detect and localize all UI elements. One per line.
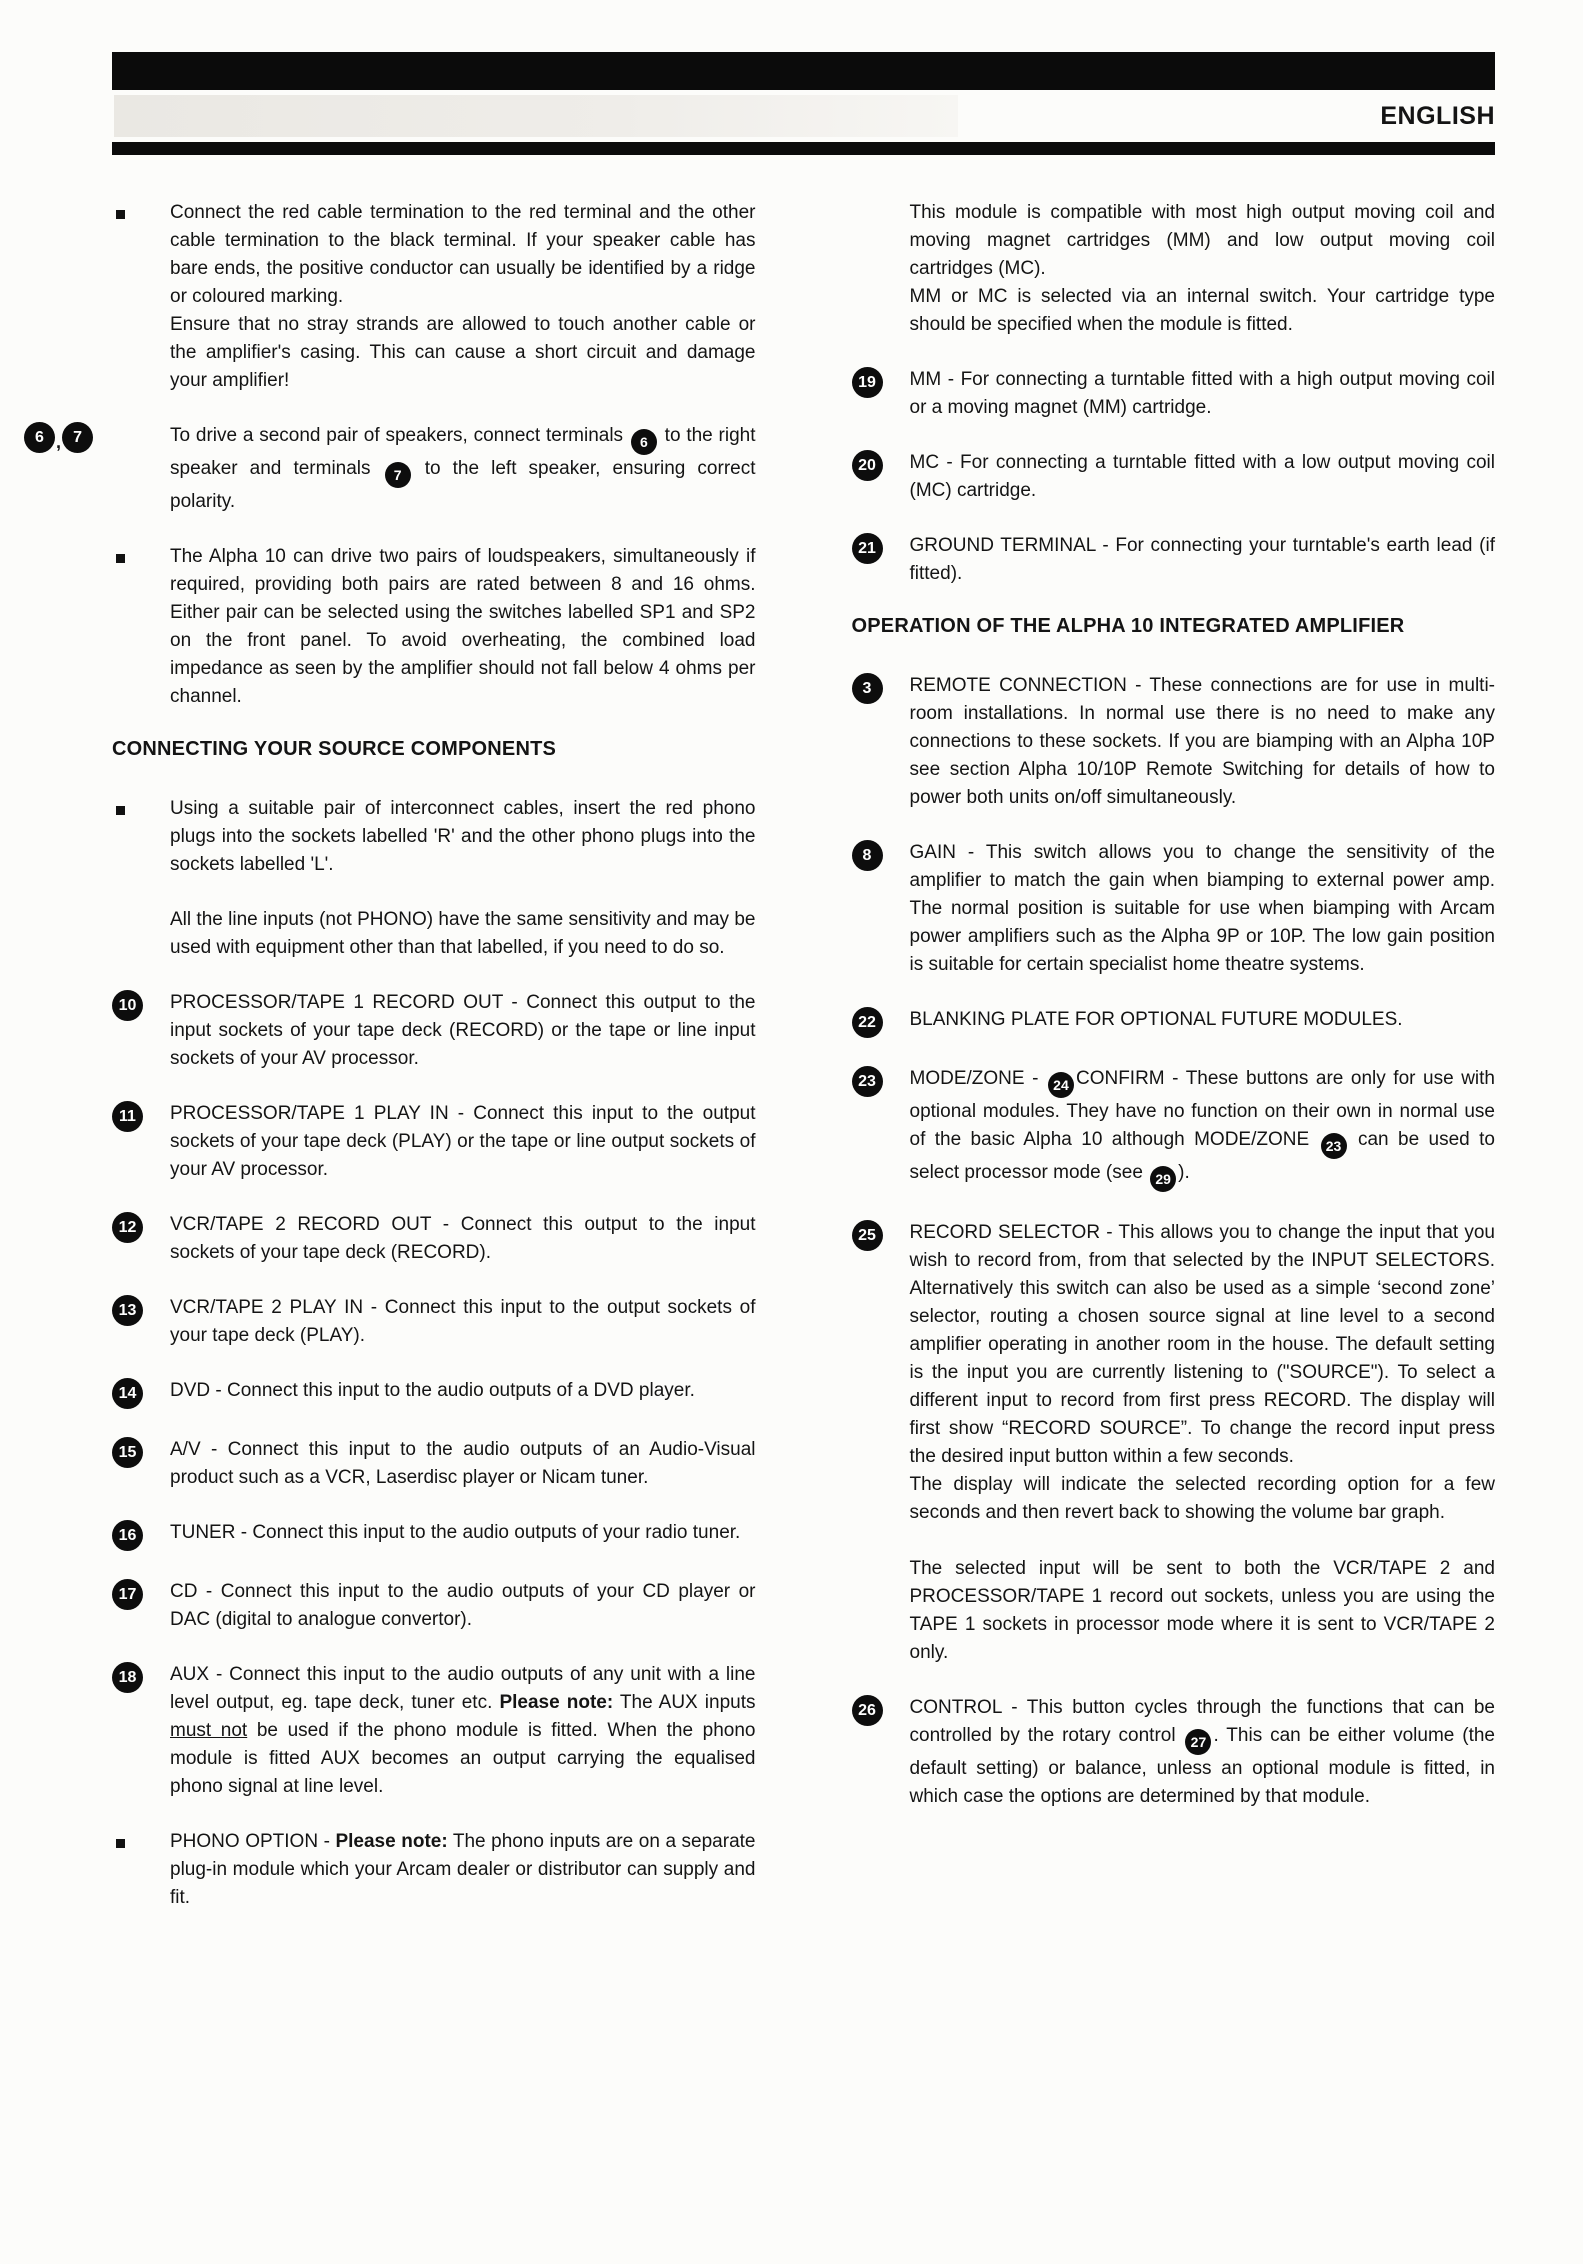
step-badge: 26 — [852, 1695, 883, 1726]
numbered-item-10 — [112, 989, 756, 1073]
step-badge: 10 — [112, 990, 143, 1021]
numbered-item-23 — [852, 1065, 1496, 1192]
marker-spacer — [852, 199, 910, 339]
badge-marker — [112, 1294, 170, 1350]
top-rule — [112, 52, 1495, 90]
badge-marker — [852, 449, 910, 505]
item-text — [170, 1294, 756, 1350]
numbered-item-25 — [852, 1219, 1496, 1667]
inline-step-badge: 29 — [1150, 1166, 1176, 1192]
step-badge: 25 — [852, 1220, 883, 1251]
text-run: can be used to select processor mode (see — [909, 1129, 1495, 1183]
item-text — [910, 1006, 1496, 1038]
step-badge: 15 — [112, 1437, 143, 1468]
item-text — [170, 1661, 756, 1801]
badge-marker — [852, 1219, 910, 1667]
text-run: A/V - Connect this input to the audio outputs of an Audio-Visual product such as a VCR, Laserdisc player or Nicam tuner. — [170, 1439, 756, 1488]
section-heading: OPERATION OF THE ALPHA 10 INTEGRATED AMPLIFIER — [851, 615, 1405, 637]
badge-marker — [112, 1377, 170, 1409]
text-run: The display will indicate the selected recording option for a few seconds and then revert back to showing the volume bar graph. — [909, 1474, 1495, 1523]
text-run: GROUND TERMINAL - For connecting your turntable's earth lead (if fitted). — [909, 535, 1495, 584]
item-text — [170, 1377, 756, 1409]
badge-marker — [852, 1065, 910, 1192]
bullet-icon — [116, 210, 125, 219]
text-run: ). — [1178, 1162, 1190, 1183]
text-run: REMOTE CONNECTION - These connections are for use in multi-room installations. In normal use there is no need to make any connections to these sockets. If you are biamping with an Alpha 10P see section Alpha 10/10P Remote Switching for details of how to power both units on/off simultaneously. — [909, 675, 1495, 808]
step-badge: 6 — [24, 422, 55, 453]
text-run: DVD - Connect this input to the audio outputs of a DVD player. — [170, 1380, 695, 1401]
text-run: BLANKING PLATE FOR OPTIONAL FUTURE MODULES. — [909, 1009, 1403, 1030]
item-text — [170, 795, 756, 879]
text-run: This module is compatible with most high output moving coil and moving magnet cartridges (MM) and low output moving coil cartridges (MC). — [909, 202, 1495, 279]
item-text — [910, 366, 1496, 422]
item-text — [170, 1211, 756, 1267]
item-text — [170, 543, 756, 711]
text-run: To drive a second pair of speakers, connect terminals — [170, 425, 629, 446]
step-badge: 22 — [852, 1007, 883, 1038]
step-badge: 21 — [852, 533, 883, 564]
text-run: MC - For connecting a turntable fitted with a low output moving coil (MC) cartridge. — [909, 452, 1495, 501]
numbered-item-19 — [852, 366, 1496, 422]
text-run: The phono inputs are on a separate plug-in module which your Arcam dealer or distributor can supply and fit. — [170, 1831, 756, 1908]
text-run: PROCESSOR/TAPE 1 RECORD OUT - Connect this output to the input sockets of your tape deck (RECORD) or the tape or line input sockets of your AV processor. — [170, 992, 756, 1069]
numbered-item-14 — [112, 1377, 756, 1409]
item-text — [170, 422, 756, 516]
paragraph-item — [852, 199, 1496, 339]
underlined-text: must not — [170, 1720, 248, 1741]
badge-marker — [852, 839, 910, 979]
badge-marker — [852, 1006, 910, 1038]
step-badge: 3 — [852, 673, 883, 704]
bullet-item — [112, 1828, 756, 1912]
item-text — [170, 989, 756, 1073]
language-label: ENGLISH — [1380, 101, 1495, 130]
step-badge: 16 — [112, 1520, 143, 1551]
numbered-item-15 — [112, 1436, 756, 1492]
badge-marker — [112, 1661, 170, 1801]
text-run: PHONO OPTION - — [170, 1831, 336, 1852]
item-text — [910, 532, 1496, 588]
item-text — [170, 1519, 756, 1551]
inline-step-badge: 7 — [385, 462, 411, 488]
item-text — [910, 199, 1496, 339]
page-header — [112, 90, 1495, 142]
badge-marker — [112, 1578, 170, 1634]
bullet-icon — [116, 806, 125, 815]
badge-marker — [852, 366, 910, 422]
text-run: All the line inputs (not PHONO) have the same sensitivity and may be used with equipment other than that labelled, if you need to do so. — [170, 909, 756, 958]
header-rule — [112, 142, 1495, 155]
badge-marker — [112, 1436, 170, 1492]
numbered-item-3 — [852, 672, 1496, 812]
text-run: to the left speaker, ensuring correct polarity. — [170, 458, 756, 512]
badge-marker — [112, 1100, 170, 1184]
step-badge: 23 — [852, 1066, 883, 1097]
text-run: CONTROL - This button cycles through the functions that can be controlled by the rotary control — [909, 1697, 1495, 1746]
numbered-item-12 — [112, 1211, 756, 1267]
bullet-marker — [112, 795, 170, 879]
step-badge: 8 — [852, 840, 883, 871]
bullet-marker — [112, 199, 170, 395]
item-text — [910, 449, 1496, 505]
badge-marker — [112, 1519, 170, 1551]
marker-spacer — [112, 906, 170, 962]
numbered-item-17 — [112, 1578, 756, 1634]
content-columns — [35, 199, 1495, 1939]
item-text — [170, 906, 756, 962]
text-run: AUX - Connect this input to the audio outputs of any unit with a line level output, eg. tape deck, tuner etc. — [170, 1664, 756, 1713]
text-run: be used if the phono module is fitted. When the phono module is fitted AUX becomes an output carrying the equalised phono signal at line level. — [170, 1720, 756, 1797]
text-run: Ensure that no stray strands are allowed to touch another cable or the amplifier's casing. This can cause a short circuit and damage your amplifier! — [170, 314, 756, 391]
bold-text: Please note: — [499, 1692, 614, 1713]
step-badge: 17 — [112, 1579, 143, 1610]
item-text — [170, 1828, 756, 1912]
step-badge: 19 — [852, 367, 883, 398]
bullet-icon — [116, 554, 125, 563]
paragraph-item — [112, 906, 756, 962]
step-badge: 20 — [852, 450, 883, 481]
inline-step-badge: 27 — [1185, 1729, 1211, 1755]
comma-separator: , — [56, 432, 62, 452]
item-text — [910, 839, 1496, 979]
text-run: . This can be either volume (the default setting) or balance, unless an optional module is fitted, in which case the options are determined by that module. — [909, 1725, 1495, 1807]
text-run: VCR/TAPE 2 PLAY IN - Connect this input to the output sockets of your tape deck (PLAY). — [170, 1297, 756, 1346]
bold-text: Please note: — [335, 1831, 448, 1852]
bullet-item — [112, 199, 756, 395]
item-text — [170, 199, 756, 395]
text-run: Connect the red cable termination to the red terminal and the other cable termination to the black terminal. If your speaker cable has bare ends, the positive conductor can usually be identified by a ridge or coloured marking. — [170, 202, 756, 307]
step-badge: 7 — [62, 422, 93, 453]
section-heading: CONNECTING YOUR SOURCE COMPONENTS — [112, 738, 557, 760]
numbered-item-22 — [852, 1006, 1496, 1038]
step-badge: 12 — [112, 1212, 143, 1243]
text-run: TUNER - Connect this input to the audio outputs of your radio tuner. — [170, 1522, 741, 1543]
bullet-marker — [112, 543, 170, 711]
margin-badges — [24, 422, 93, 453]
item-text — [910, 1065, 1496, 1192]
text-run: MODE/ZONE - — [909, 1068, 1046, 1089]
text-run: The AUX inputs — [613, 1692, 756, 1713]
text-run: GAIN - This switch allows you to change the sensitivity of the amplifier to match the gain when biamping to external power amp. The normal position is suitable for use when biamping with Arcam power amplifiers such as the Alpha 9P or 10P. The low gain position is suitable for certain specialist home theatre systems. — [909, 842, 1495, 975]
bullet-marker — [112, 1828, 170, 1912]
bullet-item — [112, 543, 756, 711]
text-run: RECORD SELECTOR - This allows you to change the input that you wish to record from, from that selected by the INPUT SELECTORS. Alternatively this switch can also be used as a simple ‘second zone’ selector, routing a chosen source signal at line level to a second amplifier operating in another room in the house. The default setting is the input you are currently listening to ("SOURCE"). To select a different input to record from first press RECORD. The display will first show “RECORD SOURCE”. To change the record input press the desired input button within a few seconds. — [909, 1222, 1495, 1467]
text-run: The Alpha 10 can drive two pairs of loudspeakers, simultaneously if required, providing both pairs are rated between 8 and 16 ohms. Either pair can be selected using the switches labelled SP1 and SP2 on the front panel. To avoid overheating, the combined load impedance as seen by the amplifier should not fall below 4 ohms per channel. — [170, 546, 756, 707]
numbered-item-13 — [112, 1294, 756, 1350]
numbered-item-21 — [852, 532, 1496, 588]
badge-marker — [112, 989, 170, 1073]
item-text — [910, 1219, 1496, 1667]
item-text — [170, 1100, 756, 1184]
text-run: The selected input will be sent to both the VCR/TAPE 2 and PROCESSOR/TAPE 1 record out sockets, unless you are using the TAPE 1 sockets in processor mode where it is sent to VCR/TAPE 2 only. — [909, 1558, 1495, 1663]
item-text — [910, 672, 1496, 812]
inline-step-badge: 24 — [1048, 1072, 1074, 1098]
text-run: CD - Connect this input to the audio outputs of your CD player or DAC (digital to analogue convertor). — [170, 1581, 756, 1630]
inline-step-badge: 6 — [631, 429, 657, 455]
item-text — [170, 1436, 756, 1492]
column-left — [35, 199, 756, 1939]
badge-marker — [112, 1211, 170, 1267]
paragraph-item — [35, 422, 756, 516]
numbered-item-16 — [112, 1519, 756, 1551]
text-run: MM - For connecting a turntable fitted with a high output moving coil or a moving magnet (MM) cartridge. — [909, 369, 1495, 418]
numbered-item-18 — [112, 1661, 756, 1801]
text-run: PROCESSOR/TAPE 1 PLAY IN - Connect this input to the output sockets of your tape deck (PLAY) or the tape or line output sockets of your AV processor. — [170, 1103, 756, 1180]
item-text — [170, 1578, 756, 1634]
numbered-item-26 — [852, 1694, 1496, 1811]
step-badge: 11 — [112, 1101, 143, 1132]
badge-marker — [852, 1694, 910, 1811]
numbered-item-11 — [112, 1100, 756, 1184]
scan-artifact — [114, 95, 958, 137]
numbered-item-8 — [852, 839, 1496, 979]
step-badge: 13 — [112, 1295, 143, 1326]
text-run: Using a suitable pair of interconnect cables, insert the red phono plugs into the sockets labelled 'R' and the other phono plugs into the sockets labelled 'L'. — [170, 798, 756, 875]
bullet-item — [112, 795, 756, 879]
badge-marker — [852, 532, 910, 588]
column-right — [852, 199, 1496, 1939]
item-text — [910, 1694, 1496, 1811]
text-run: CONFIRM - These buttons are only for use with optional modules. They have no function on their own in normal use of the basic Alpha 10 although MODE/ZONE — [909, 1068, 1495, 1150]
badge-marker — [852, 672, 910, 812]
step-badge: 14 — [112, 1378, 143, 1409]
text-run: MM or MC is selected via an internal switch. Your cartridge type should be specified when the module is fitted. — [909, 286, 1495, 335]
text-run: to the right speaker and terminals — [170, 425, 756, 479]
marker-spacer — [112, 422, 170, 516]
bullet-icon — [116, 1839, 125, 1848]
numbered-item-20 — [852, 449, 1496, 505]
inline-step-badge: 23 — [1321, 1133, 1347, 1159]
step-badge: 18 — [112, 1662, 143, 1693]
text-run: VCR/TAPE 2 RECORD OUT - Connect this output to the input sockets of your tape deck (RECORD). — [170, 1214, 756, 1263]
